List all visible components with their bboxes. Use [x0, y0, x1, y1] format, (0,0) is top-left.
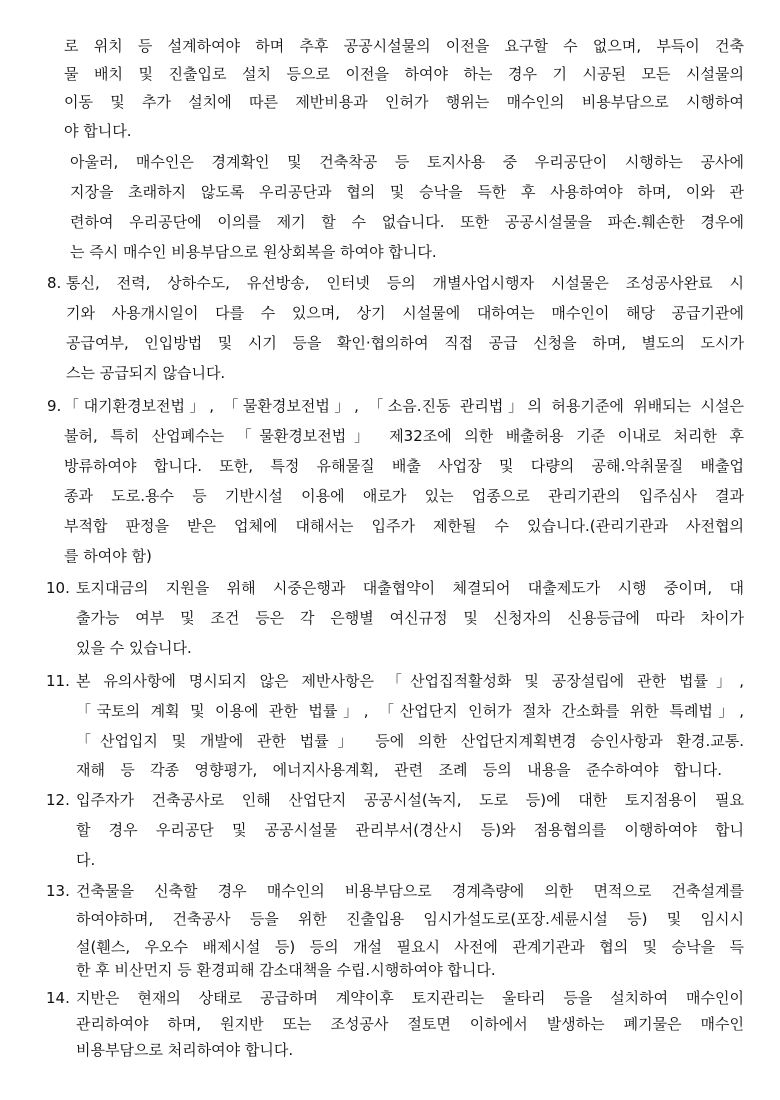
text-line: 설(휀스, 우오수 배제시설 등) 등의 개설 필요시 사전에 관계기관과 협의 및 승낙을 득	[76, 938, 744, 956]
item-number: 11.	[46, 672, 70, 690]
text-line: 건축물을 신축할 경우 매수인의 비용부담으로 경계측량에 의한 면적으로 건축설계를	[76, 882, 744, 900]
text-line: 통신, 전력, 상하수도, 유선방송, 인터넷 등의 개별사업시행자 시설물은 조성공사완료 시	[66, 274, 744, 292]
item-number: 10.	[46, 579, 70, 597]
item-number: 14.	[46, 989, 70, 1007]
text-line: 스는 공급되지 않습니다.	[66, 364, 226, 382]
text-line: 할 경우 우리공단 및 공공시설물 관리부서(경산시 등)와 점용협의를 이행하여야 합니	[76, 821, 744, 839]
item-number: 9.	[47, 397, 62, 415]
text-line: 방류하여야 합니다. 또한, 특정 유해물질 배출 사업장 및 다량의 공해.악취물질 배출업	[64, 457, 744, 475]
item-number: 12.	[46, 791, 70, 809]
item-number: 8.	[47, 274, 62, 292]
text-line: 다.	[76, 851, 96, 869]
item-number: 13.	[46, 882, 70, 900]
text-line: 지장을 초래하지 않도록 우리공단과 협의 및 승낙을 득한 후 사용하여야 하며, 이와 관	[70, 183, 744, 201]
text-line: 아울러, 매수인은 경계확인 및 건축착공 등 토지사용 중 우리공단이 시행하는 공사에	[70, 153, 744, 171]
text-line: 불허, 특히 산업폐수는 「물환경보전법」 제32조에 의한 배출허용 기준 이내로 처리한 후	[64, 427, 744, 445]
text-line: 출가능 여부 및 조건 등은 각 은행별 여신규정 및 신청자의 신용등급에 따라 차이가	[76, 609, 744, 627]
text-line: 련하여 우리공단에 이의를 제기 할 수 없습니다. 또한 공공시설물을 파손.훼손한 경우에	[70, 213, 744, 231]
text-line: 비용부담으로 처리하여야 합니다.	[76, 1041, 294, 1059]
text-line: 입주자가 건축공사로 인해 산업단지 공공시설(녹지, 도로 등)에 대한 토지점용이 필요	[76, 791, 744, 809]
text-line: 하여야하며, 건축공사 등을 위한 진출입용 임시가설도로(포장.세륜시설 등) 및 임시시	[76, 910, 744, 928]
text-line: 「국토의 계획 및 이용에 관한 법률」, 「산업단지 인허가 절차 간소화를 위한 특례법」,	[76, 702, 744, 720]
text-line: 야 합니다.	[64, 122, 132, 140]
text-line: 물 배치 및 진출입로 설치 등으로 이전을 하여야 하는 경우 기 시공된 모든 시설물의	[64, 65, 744, 83]
text-line: 를 하여야 함)	[64, 547, 152, 565]
text-line: 「대기환경보전법」, 「물환경보전법」, 「소음.진동 관리법」의 허용기준에 위배되는 시설은	[64, 397, 744, 415]
text-line: 부적합 판정을 받은 업체에 대해서는 입주가 제한될 수 있습니다.(관리기관과 사전협의	[64, 517, 744, 535]
text-line: 는 즉시 매수인 비용부담으로 원상회복을 하여야 합니다.	[70, 243, 437, 261]
text-line: 한 후 비산먼지 등 환경피해 감소대책을 수립.시행하여야 합니다.	[76, 961, 496, 979]
text-line: 있을 수 있습니다.	[76, 639, 192, 657]
text-line: 재해 등 각종 영향평가, 에너지사용계획, 관련 조례 등의 내용을 준수하여야 합니다.	[76, 761, 722, 779]
text-line: 관리하여야 하며, 원지반 또는 조성공사 절토면 이하에서 발생하는 폐기물은 매수인	[76, 1015, 744, 1033]
text-line: 로 위치 등 설계하여야 하며 추후 공공시설물의 이전을 요구할 수 없으며, 부득이 건축	[64, 37, 744, 55]
text-line: 종과 도로.용수 등 기반시설 이용에 애로가 있는 업종으로 관리기관의 입주심사 결과	[64, 487, 744, 505]
text-line: 이동 및 추가 설치에 따른 제반비용과 인허가 행위는 매수인의 비용부담으로 시행하여	[64, 93, 744, 111]
text-line: 지반은 현재의 상태로 공급하며 계약이후 토지관리는 울타리 등을 설치하여 매수인이	[76, 989, 744, 1007]
text-line: 기와 사용개시일이 다를 수 있으며, 상기 시설물에 대하여는 매수인이 해당 공급기관에	[66, 304, 744, 322]
text-line: 본 유의사항에 명시되지 않은 제반사항은 「산업집적활성화 및 공장설립에 관한 법률」,	[76, 672, 744, 690]
text-line: 「산업입지 및 개발에 관한 법률」 등에 의한 산업단지계획변경 승인사항과 환경.교통.	[76, 732, 744, 750]
text-line: 토지대금의 지원을 위해 시중은행과 대출협약이 체결되어 대출제도가 시행 중이며, 대	[76, 579, 744, 597]
text-line: 공급여부, 인입방법 및 시기 등을 확인·협의하여 직접 공급 신청을 하며, 별도의 도시가	[66, 334, 744, 352]
